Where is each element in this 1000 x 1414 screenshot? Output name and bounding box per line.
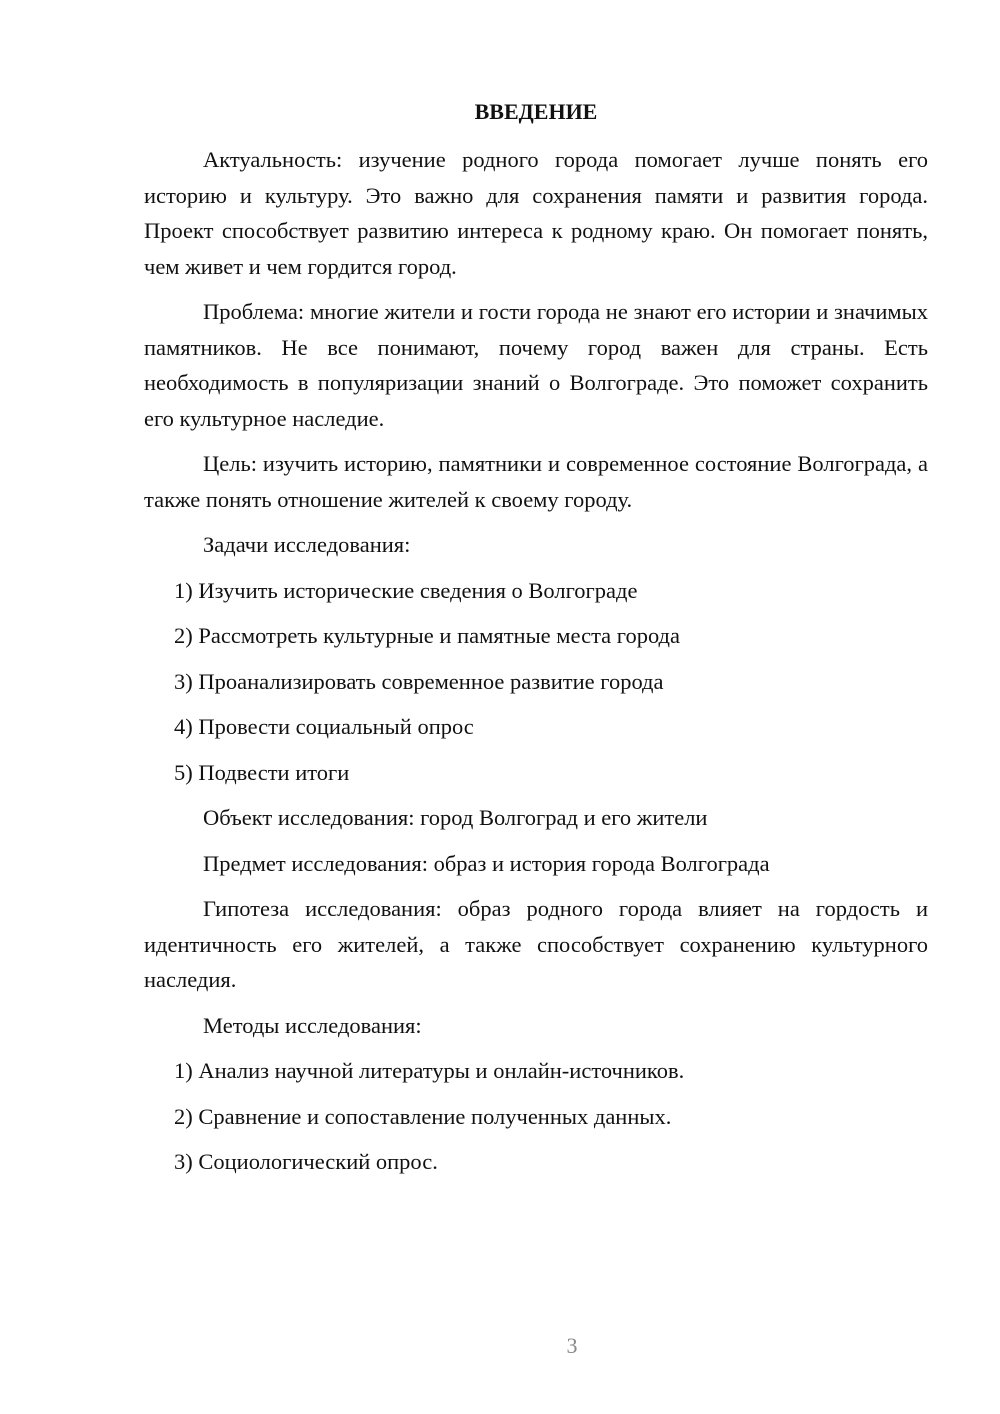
object-paragraph: Объект исследования: город Волгоград и его жители — [203, 805, 708, 830]
method-list-item: 3) Социологический опрос. — [174, 1149, 438, 1174]
goal-paragraph: Цель: изучить историю, памятники и современное состояние Волгограда, а также понять отношение жителей к своему городу. — [144, 451, 928, 512]
problem-paragraph: Проблема: многие жители и гости города не знают его истории и значимых памятников. Не все понимают, почему город важен для страны. Есть необходимость в популяризации знаний о Волгограде. Это поможет сохранить его культурное наследие. — [144, 299, 928, 431]
page-number: 3 — [566, 1333, 578, 1358]
subject-paragraph: Предмет исследования: образ и история города Волгограда — [203, 850, 770, 876]
task-list-item: 4) Провести социальный опрос — [174, 714, 474, 739]
task-list-item: 1) Изучить исторические сведения о Волгограде — [174, 577, 638, 603]
body-text — [144, 142, 928, 1190]
task-list-item: 2) Рассмотреть культурные и памятные места города — [174, 623, 680, 648]
relevance-paragraph: Актуальность: изучение родного города помогает лучше понять его историю и культуру. Это важно для сохранения памяти и развития города. Проект способствует развитию интереса к родному краю. Он помогает понять, чем живет и чем гордится город. — [144, 147, 928, 279]
hypothesis-paragraph: Гипотеза исследования: образ родного города влияет на гордость и идентичность его жителей, а также способствует сохранению культурного наследия. — [144, 896, 928, 992]
task-list-item: 3) Проанализировать современное развитие города — [174, 668, 664, 694]
method-list-item: 1) Анализ научной литературы и онлайн-источников. — [174, 1058, 685, 1083]
page-title: ВВЕДЕНИЕ — [474, 99, 598, 124]
method-list-item: 2) Сравнение и сопоставление полученных данных. — [174, 1103, 672, 1129]
tasks-heading: Задачи исследования: — [203, 532, 411, 557]
methods-heading: Методы исследования: — [203, 1012, 422, 1038]
task-list-item: 5) Подвести итоги — [174, 759, 350, 785]
